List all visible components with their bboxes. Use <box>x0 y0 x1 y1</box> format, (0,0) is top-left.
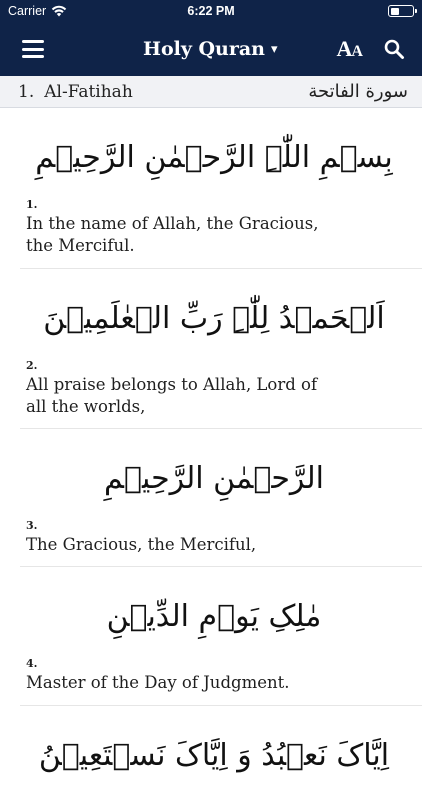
verse-arabic: اِیَّاکَ نَعۡبُدُ وَ اِیَّاکَ نَسۡتَعِیۡنُ <box>38 737 390 773</box>
chapter-name: Al-Fatihah <box>44 81 133 102</box>
verse-item[interactable] <box>20 429 422 567</box>
chapter-number: 1. <box>18 81 35 102</box>
wifi-icon <box>51 5 67 17</box>
chapter-header <box>0 76 422 108</box>
verse-item[interactable] <box>20 108 422 269</box>
carrier-label: Carrier <box>8 4 47 18</box>
verse-translation: Master of the Day of Judgment. <box>26 673 290 693</box>
chevron-down-icon: ▾ <box>271 41 278 57</box>
verse-number: 4. <box>26 657 38 671</box>
verse-arabic: بِسۡمِ اللّٰہِ الرَّحۡمٰنِ الرَّحِیۡمِ <box>35 140 393 175</box>
verse-arabic: مٰلِکِ یَوۡمِ الدِّیۡنِ <box>106 599 322 635</box>
nav-bar <box>0 22 422 76</box>
verse-number: 1. <box>26 198 38 211</box>
chapter-arabic-name: سورة الفاتحة <box>308 81 408 102</box>
verse-item[interactable] <box>20 269 422 430</box>
status-time: 6:22 PM <box>187 4 235 18</box>
verse-number: 3. <box>26 519 38 533</box>
status-bar <box>0 0 422 22</box>
verse-translation: The Gracious, the Merciful, <box>26 535 257 555</box>
verse-translation: All praise belongs to Allah, Lord of all the worlds, <box>26 374 318 416</box>
verse-item[interactable] <box>20 567 422 705</box>
verse-arabic: اَلۡحَمۡدُ لِلّٰہِ رَبِّ الۡعٰلَمِیۡنَ <box>43 300 385 336</box>
verse-translation: In the name of Allah, the Gracious, the Merciful. <box>26 214 319 256</box>
search-icon[interactable] <box>384 39 404 59</box>
verse-arabic: الرَّحۡمٰنِ الرَّحِیۡمِ <box>104 461 324 497</box>
page-title: Holy Quran <box>143 38 265 60</box>
title-dropdown[interactable] <box>143 38 278 60</box>
verse-list <box>0 108 422 800</box>
top-bar <box>0 0 422 76</box>
battery-icon <box>388 5 414 17</box>
menu-icon[interactable] <box>22 40 44 58</box>
verse-number: 2. <box>26 358 38 372</box>
font-size-icon[interactable]: AA <box>336 36 362 61</box>
verse-item[interactable] <box>20 706 422 800</box>
